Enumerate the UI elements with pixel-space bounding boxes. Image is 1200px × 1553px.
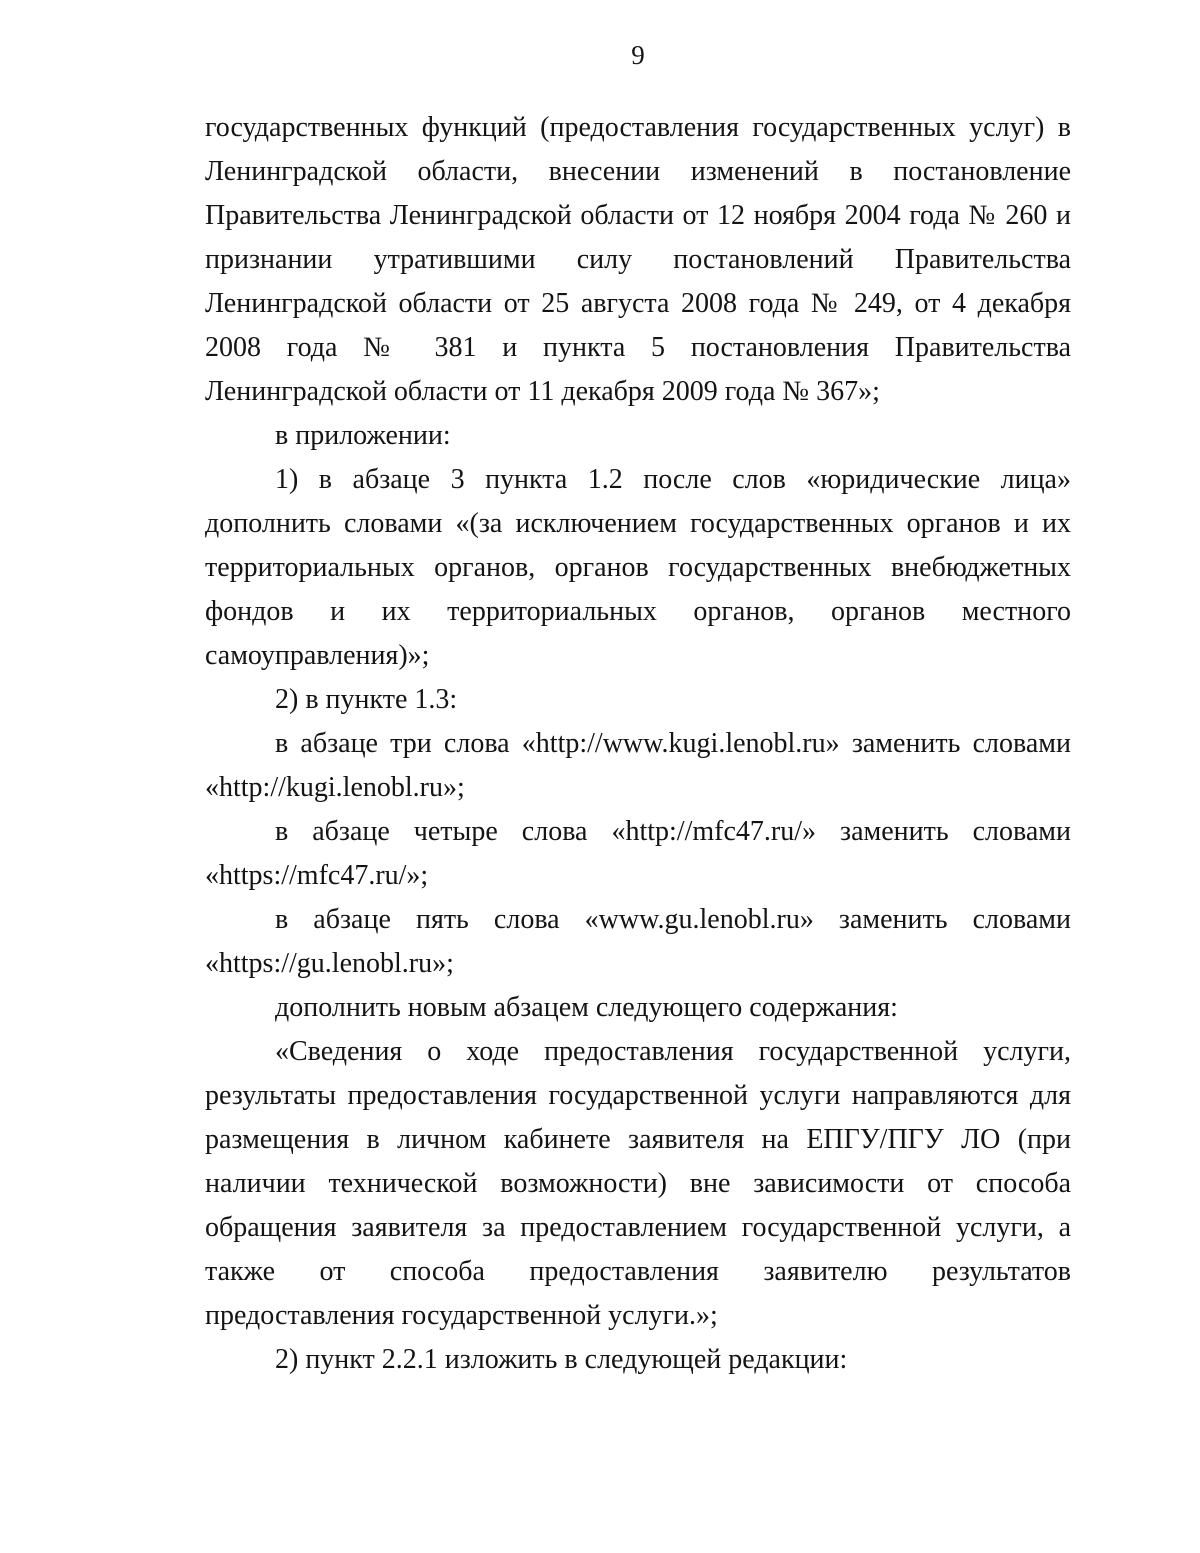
paragraph: в приложении:: [275, 420, 451, 451]
document-body: [205, 106, 1071, 1382]
paragraph: «Сведения о ходе предоставления государственной услуги, результаты предоставления государственной услуги направляются для размещения в личном кабинете заявителя на ЕПГУ/ПГУ ЛО (при наличии технической возможности) вне зависимости от способа обращения заявителя за предоставлением государственной услуги, а также от способа предоставления заявителю результатов предоставления государственной услуги.»;: [205, 1036, 1071, 1331]
paragraph: 1) в абзаце 3 пункта 1.2 после слов «юридические лица» дополнить словами «(за исключением государственных органов и их территориальных органов, органов государственных внебюджетных фондов и их территориальных органов, органов местного самоуправления)»;: [205, 464, 1071, 671]
paragraph: в абзаце три слова «http://www.kugi.lenobl.ru» заменить словами «http://kugi.lenobl.ru»;: [205, 728, 1071, 803]
paragraph: в абзаце четыре слова «http://mfc47.ru/» заменить словами «https://mfc47.ru/»;: [205, 816, 1071, 891]
paragraph: дополнить новым абзацем следующего содержания:: [275, 992, 898, 1023]
page-number: 9: [631, 40, 645, 70]
paragraph: государственных функций (предоставления государственных услуг) в Ленинградской области, внесении изменений в постановление Правительства Ленинградской области от 12 ноября 2004 года № 260 и признании утратившими силу постановлений Правительства Ленинградской области от 25 августа 2008 года № 249, от 4 декабря 2008 года № 381 и пункта 5 постановления Правительства Ленинградской области от 11 декабря 2009 года № 367»;: [205, 112, 1071, 407]
paragraph: 2) в пункте 1.3:: [275, 684, 458, 715]
paragraph: в абзаце пять слова «www.gu.lenobl.ru» заменить словами «https://gu.lenobl.ru»;: [205, 904, 1071, 979]
paragraph: 2) пункт 2.2.1 изложить в следующей редакции:: [275, 1344, 848, 1375]
